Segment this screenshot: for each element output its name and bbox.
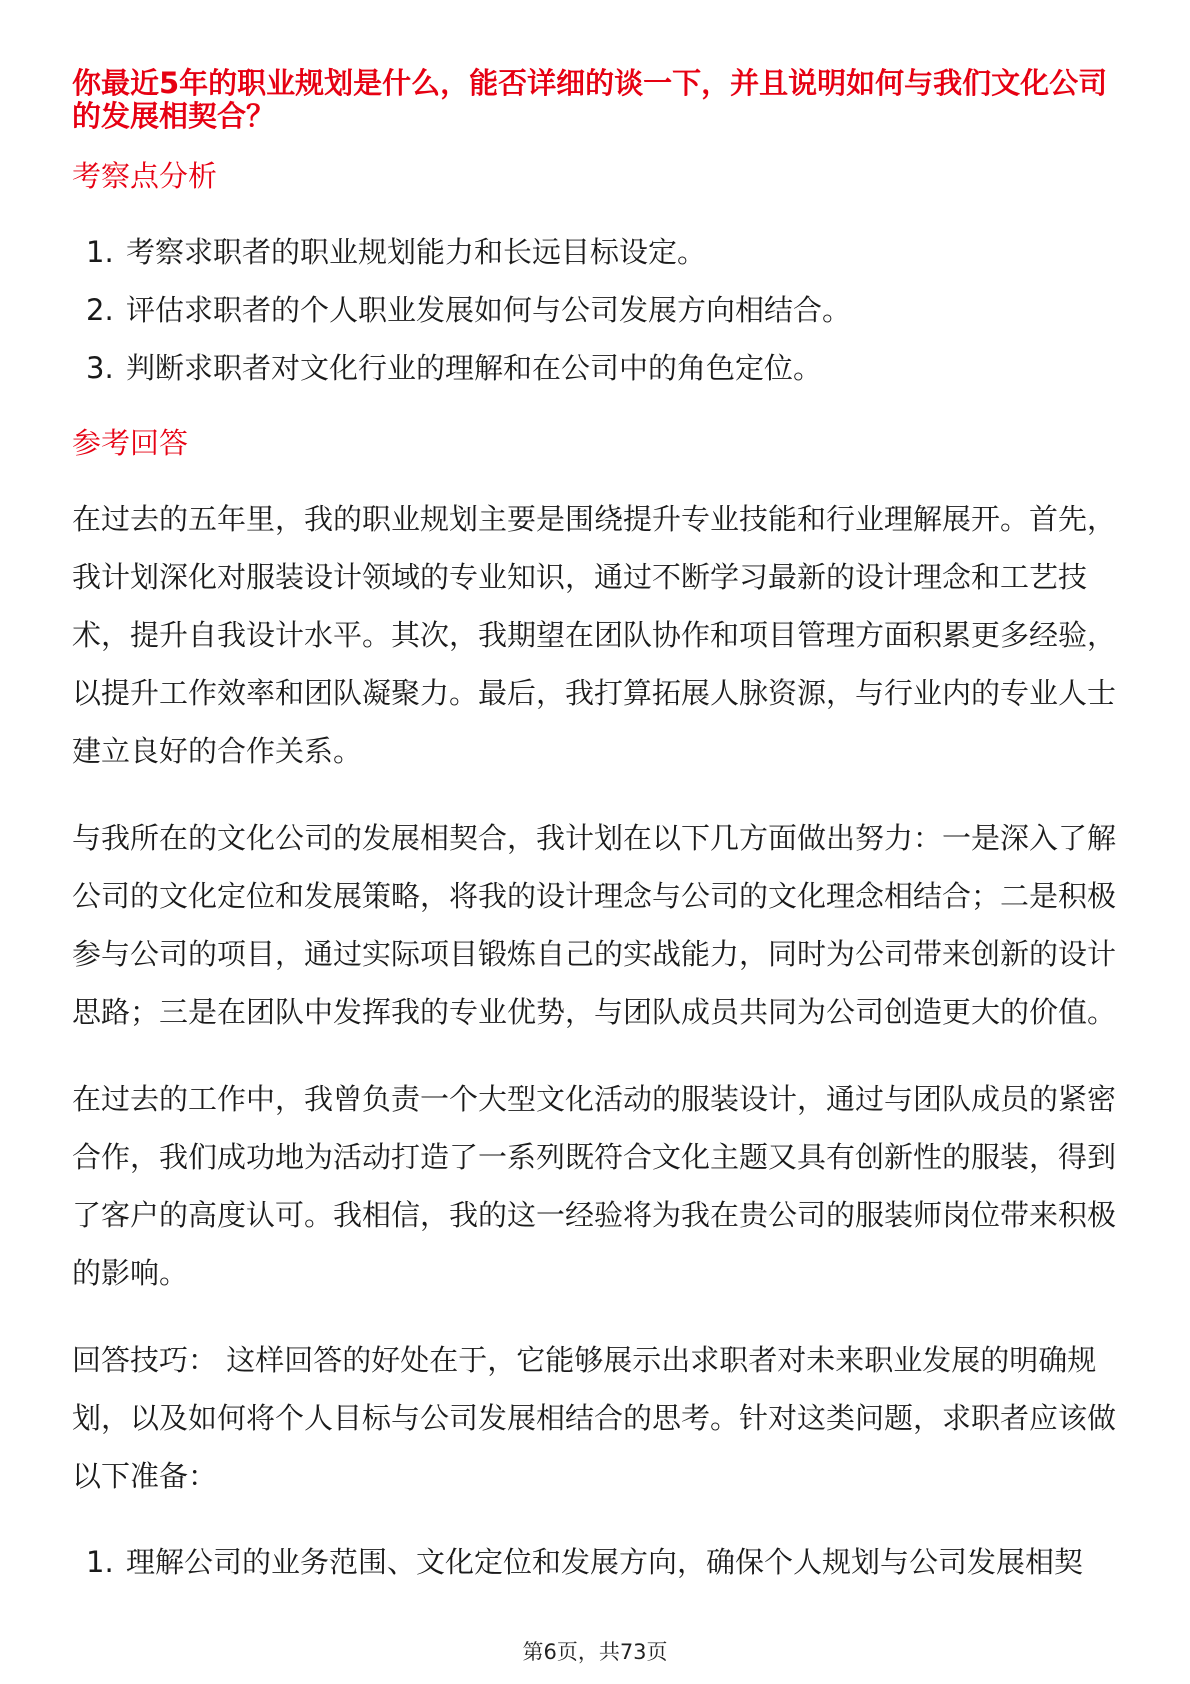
answer-paragraph: 在过去的工作中，我曾负责一个大型文化活动的服装设计，通过与团队成员的紧密合作，我们成功地为活动打造了一系列既符合文化主题又具有创新性的服装，得到了客户的高度认可。我相信，我的这一经验将为我在贵公司的服装师岗位带来积极的影响。 bbox=[72, 1082, 1117, 1290]
list-item-number: 2. bbox=[86, 293, 114, 327]
analysis-point-text: 评估求职者的个人职业发展如何与公司发展方向相结合。 bbox=[126, 293, 852, 327]
answer-paragraph: 在过去的五年里，我的职业规划主要是围绕提升专业技能和行业理解展开。首先，我计划深化对服装设计领域的专业知识，通过不断学习最新的设计理念和工艺技术，提升自我设计水平。其次，我期望在团队协作和项目管理方面积累更多经验，以提升工作效率和团队凝聚力。最后，我打算拓展人脉资源，与行业内的专业人士建立良好的合作关系。 bbox=[72, 502, 1117, 768]
list-item-number: 3. bbox=[86, 351, 114, 385]
section-heading-analysis: 考察点分析 bbox=[72, 159, 218, 193]
preparation-step-text: 理解公司的业务范围、文化定位和发展方向，确保个人规划与公司发展相契 bbox=[126, 1545, 1084, 1579]
analysis-point bbox=[72, 223, 1118, 281]
preparation-step bbox=[72, 1533, 1118, 1591]
question-title: 你最近5年的职业规划是什么，能否详细的谈一下，并且说明如何与我们文化公司的发展相契合？ bbox=[72, 66, 1108, 133]
section-heading-reference-answer: 参考回答 bbox=[72, 426, 189, 460]
page-content bbox=[72, 67, 1118, 1591]
answer-paragraph: 与我所在的文化公司的发展相契合，我计划在以下几方面做出努力：一是深入了解公司的文化定位和发展策略，将我的设计理念与公司的文化理念相结合；二是积极参与公司的项目，通过实际项目锻炼自己的实战能力，同时为公司带来创新的设计思路；三是在团队中发挥我的专业优势，与团队成员共同为公司创造更大的价值。 bbox=[72, 821, 1117, 1029]
page-indicator: 第6页，共73页 bbox=[522, 1640, 668, 1664]
analysis-point bbox=[72, 281, 1118, 339]
page-footer bbox=[0, 1638, 1190, 1666]
preparation-steps-list bbox=[72, 1533, 1118, 1591]
analysis-point-text: 判断求职者对文化行业的理解和在公司中的角色定位。 bbox=[126, 351, 823, 385]
list-item-number: 1. bbox=[86, 235, 114, 269]
answer-tips-paragraph: 回答技巧： 这样回答的好处在于，它能够展示出求职者对未来职业发展的明确规划，以及如何将个人目标与公司发展相结合的思考。针对这类问题，求职者应该做以下准备： bbox=[72, 1343, 1117, 1493]
analysis-points-list bbox=[72, 223, 1118, 397]
analysis-point-text: 考察求职者的职业规划能力和长远目标设定。 bbox=[126, 235, 707, 269]
analysis-point bbox=[72, 339, 1118, 397]
list-item-number: 1. bbox=[86, 1545, 114, 1579]
